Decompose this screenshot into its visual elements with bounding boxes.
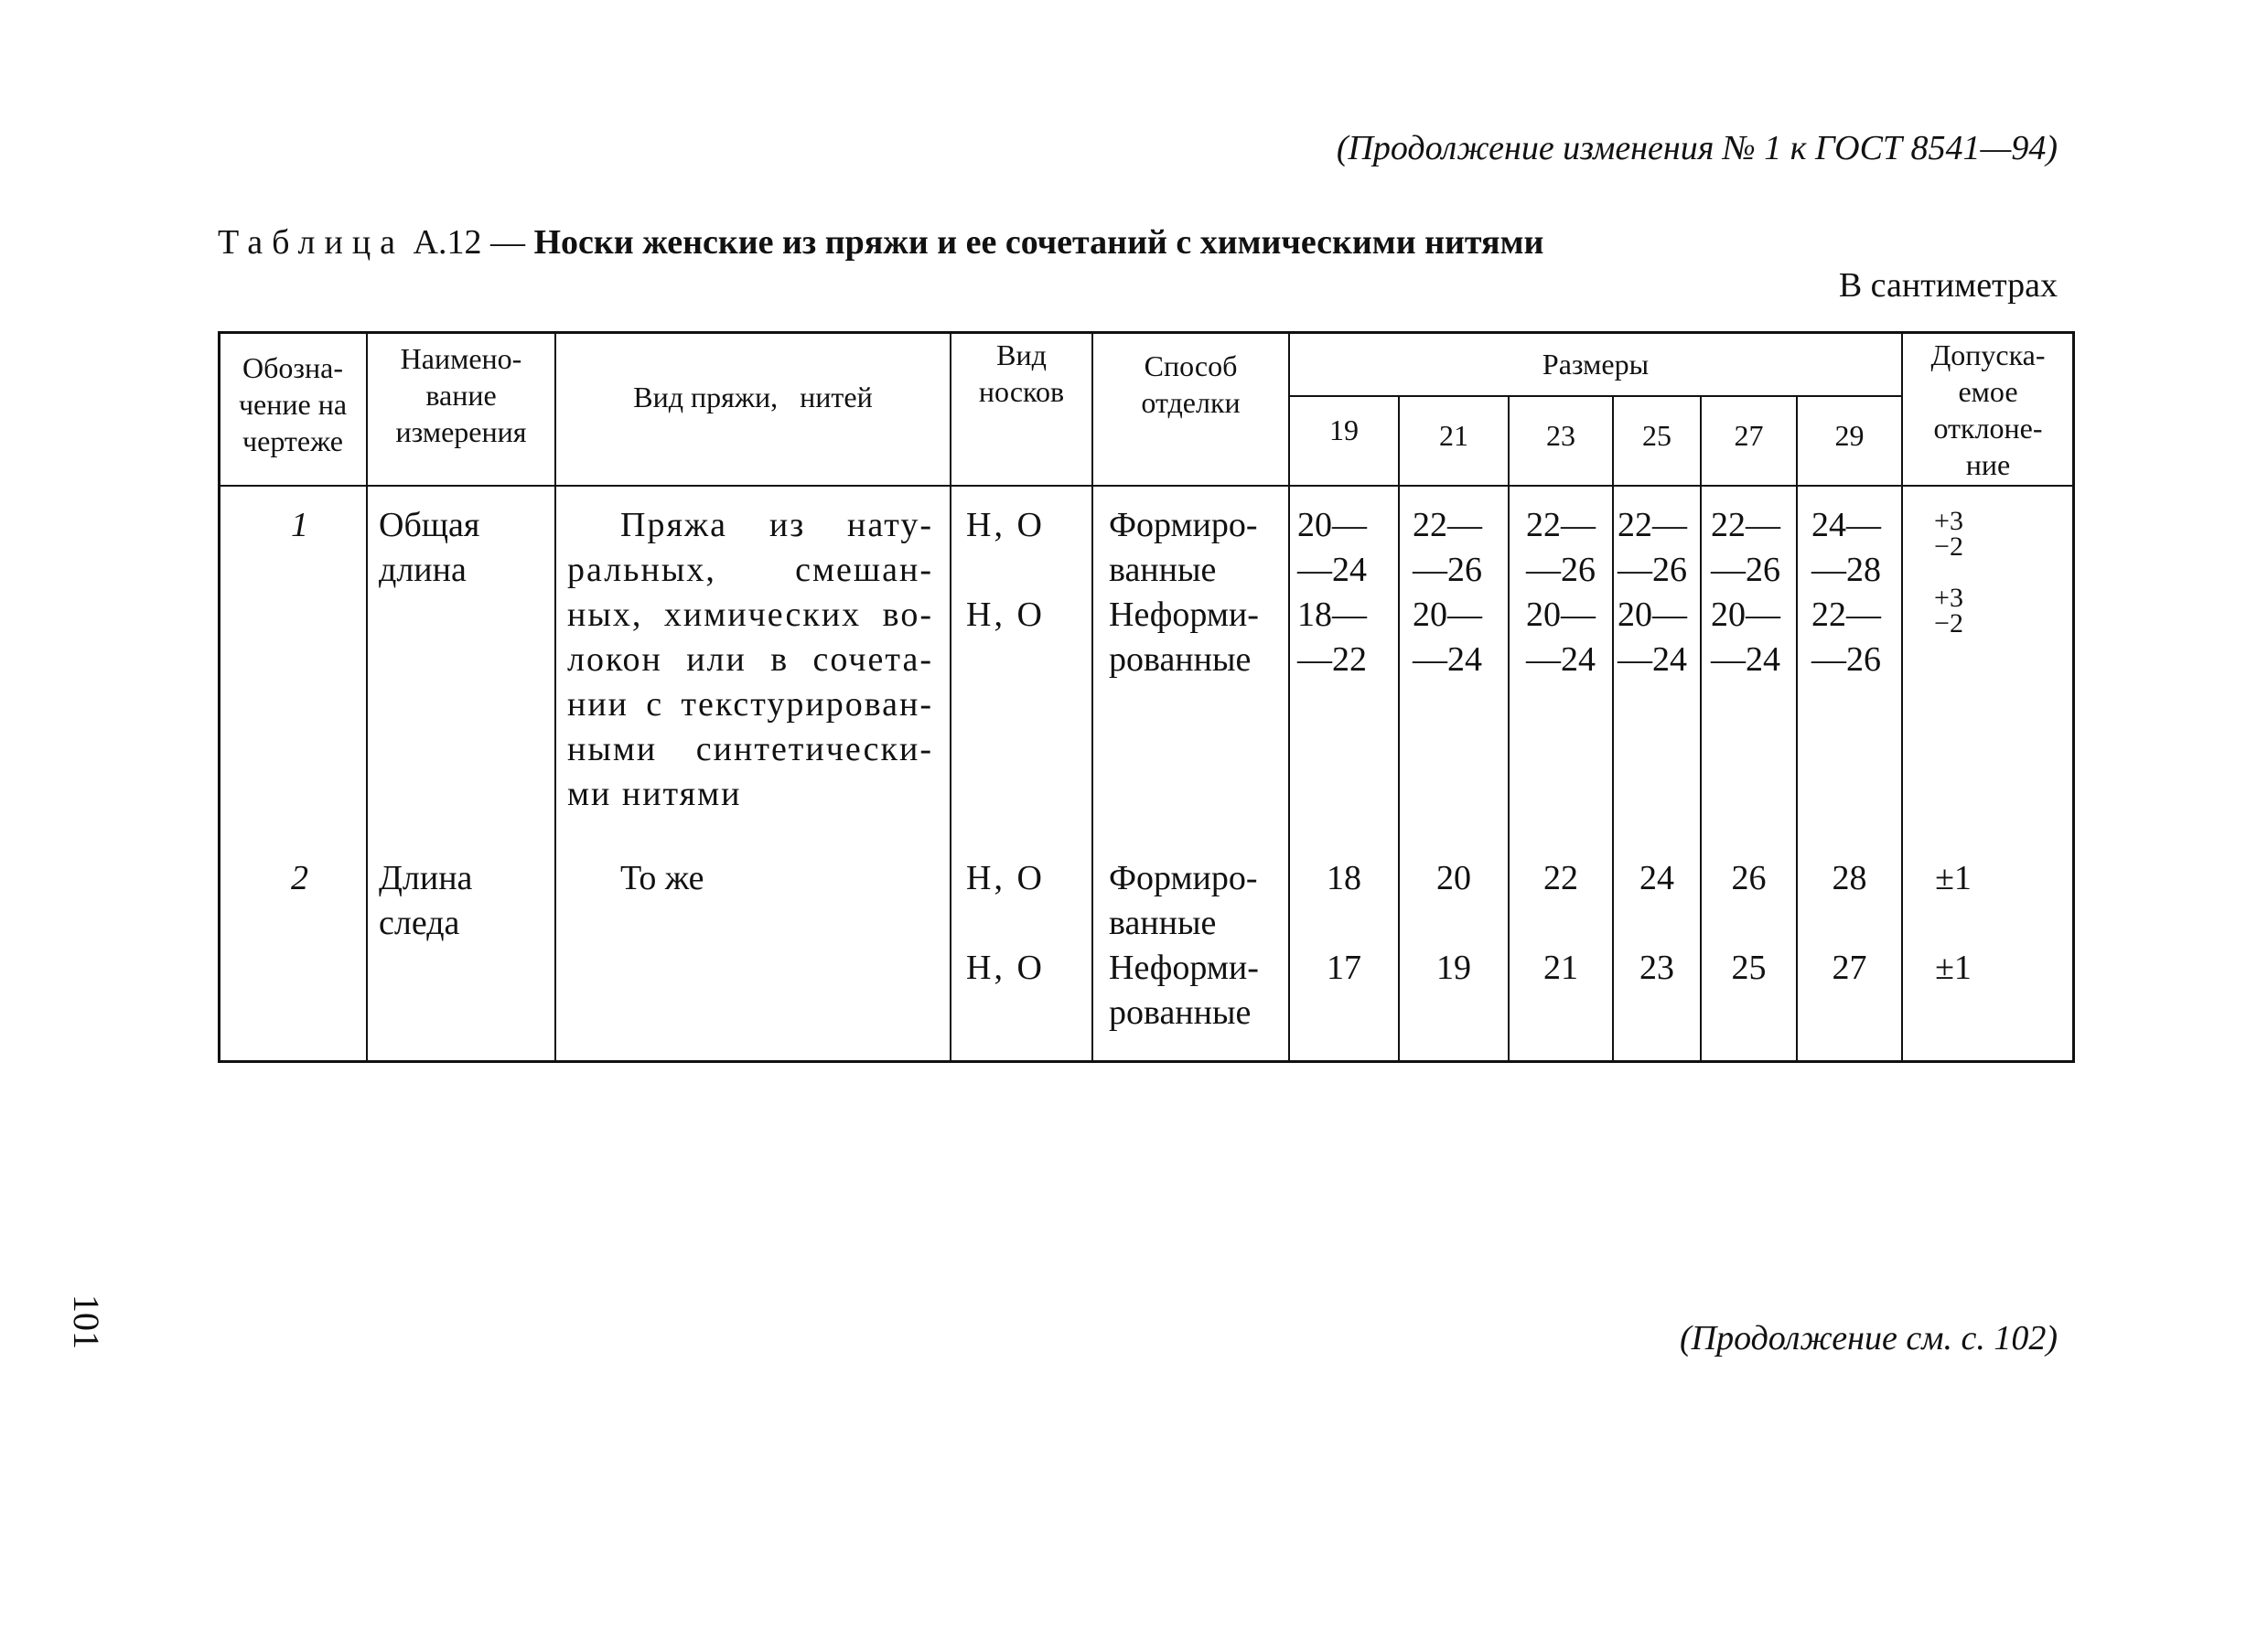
row1b-size-29: 22— —26 (1811, 596, 1881, 679)
row1b-size-21: 20— —24 (1413, 596, 1482, 679)
row1a-size-25: 22— —26 (1618, 506, 1687, 589)
row2a-size-27: 26 (1731, 859, 1767, 897)
row1b-sock-type: Н, О (966, 596, 1045, 634)
header-sizes: Размеры (1542, 348, 1650, 381)
caption-number: А.12 — (413, 223, 525, 262)
row1b-size-27: 20— —24 (1711, 596, 1780, 679)
row2a-size-25: 24 (1639, 859, 1674, 897)
header-rule (218, 485, 2075, 487)
row2b-finish: Неформи- рованные (1109, 949, 1259, 1032)
header-tolerance: Допуска- емое отклоне- ние (1930, 338, 2046, 481)
header-sock-type: Вид носков (978, 338, 1065, 408)
row1b-tolerance: +3 −2 (1934, 583, 1963, 638)
row2a-size-23: 22 (1543, 859, 1578, 897)
row2b-size-23: 21 (1543, 949, 1578, 987)
units-note: В сантиметрах (1838, 266, 2058, 305)
caption-prefix: Таблица (218, 223, 405, 262)
row1a-size-19: 20— —24 (1297, 506, 1367, 589)
row1a-size-29: 24— —28 (1811, 506, 1881, 589)
row2-designation: 2 (291, 859, 308, 897)
caption-title: Носки женские из пряжи и ее сочетаний с химическими нитями (533, 223, 1544, 262)
col-divider (1091, 331, 1093, 1063)
header-measure-name: Наимено- вание измерения (395, 342, 527, 448)
col-divider (554, 331, 556, 1063)
continuation-header: (Продолжение изменения № 1 к ГОСТ 8541—94) (1336, 129, 2058, 167)
row1b-finish: Неформи- рованные (1109, 596, 1259, 679)
row1a-tolerance: +3 −2 (1934, 506, 1963, 562)
row1a-size-21: 22— —26 (1413, 506, 1482, 589)
row2b-size-27: 25 (1731, 949, 1767, 987)
row2b-size-25: 23 (1639, 949, 1674, 987)
row2b-size-19: 17 (1327, 949, 1361, 987)
table-caption (218, 222, 1543, 263)
size-23: 23 (1546, 419, 1575, 452)
row2b-size-21: 19 (1436, 949, 1471, 987)
row1a-finish: Формиро- ванные (1109, 506, 1258, 589)
continuation-footer: (Продолжение см. с. 102) (1679, 1319, 2058, 1357)
row1a-sock-type: Н, О (966, 506, 1045, 544)
row2a-size-29: 28 (1832, 859, 1867, 897)
row2b-tolerance: ±1 (1935, 949, 1972, 987)
size-27: 27 (1734, 419, 1764, 452)
row1-yarn-description: Пряжа из нату- ральных, смешан- ных, химических во- локон или в сочета- нии с текстурирован- ными синтетически- ми нитями (567, 506, 933, 813)
row1b-size-23: 20— —24 (1526, 596, 1596, 679)
page-number: 101 (66, 1294, 107, 1349)
row1b-size-19: 18— —22 (1297, 596, 1367, 679)
row2b-sock-type: Н, О (966, 949, 1045, 987)
row2a-tolerance: ±1 (1935, 859, 1972, 897)
row2a-sock-type: Н, О (966, 859, 1045, 897)
row2a-size-21: 20 (1436, 859, 1471, 897)
row2-yarn-description: То же (620, 859, 704, 897)
sizes-header-rule (1288, 395, 1903, 397)
row1b-size-25: 20— —24 (1618, 596, 1687, 679)
row2a-size-19: 18 (1327, 859, 1361, 897)
row2b-size-29: 27 (1832, 949, 1867, 987)
row1-measure-name: Общая длина (379, 506, 480, 589)
row2a-finish: Формиро- ванные (1109, 859, 1258, 942)
size-19: 19 (1329, 413, 1359, 446)
size-21: 21 (1439, 419, 1468, 452)
header-designation: Обозна- чение на чертеже (238, 351, 348, 457)
col-divider (950, 331, 951, 1063)
size-25: 25 (1642, 419, 1671, 452)
size-29: 29 (1834, 419, 1865, 452)
row1a-size-27: 22— —26 (1711, 506, 1780, 589)
row1a-size-23: 22— —26 (1526, 506, 1596, 589)
header-finish-method: Способ отделки (1141, 349, 1241, 419)
row1-designation: 1 (291, 506, 308, 544)
row2-measure-name: Длина следа (379, 859, 473, 942)
header-yarn-type: Вид пряжи, нитей (633, 381, 873, 413)
